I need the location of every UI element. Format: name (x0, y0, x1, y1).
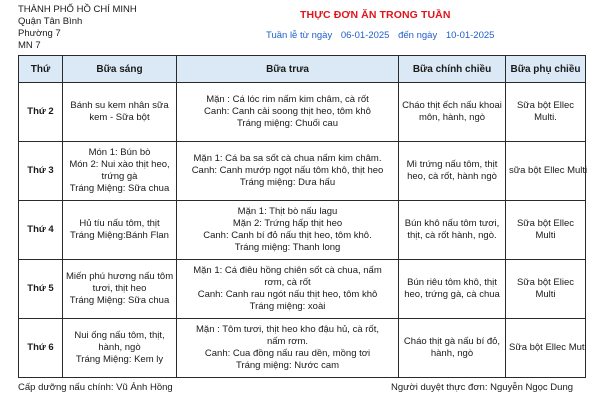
menu-line: Mì trứng nấu tôm, thịt (406, 159, 498, 170)
menu-line: Hủ tíu nấu tôm, thịt (79, 218, 160, 229)
table-row (19, 201, 586, 260)
menu-line: Tráng Miệng: Sữa chua (69, 295, 170, 306)
menu-line: kem - Sữa bột (89, 112, 150, 123)
menu-line: heo, trứng gà, cà chua (404, 289, 500, 300)
lunch-cell (177, 201, 399, 260)
breakfast-cell (63, 319, 177, 378)
menu-line: Tráng miệng: Thanh long (234, 242, 341, 253)
column-header-breakfast: Bữa sáng (63, 56, 177, 83)
header-ward: Phường 7 (18, 28, 61, 39)
menu-line: Bánh su kem nhân sữa (70, 100, 169, 111)
menu-line: Mặn : Tôm tươi, thịt heo kho đậu hủ, cà rốt, (196, 324, 379, 335)
column-header-afternoon-snack: Bữa phụ chiều (506, 56, 586, 83)
menu-line: Canh: Canh rau ngót nấu thịt heo, tôm khô (197, 289, 378, 300)
lunch-cell (177, 142, 399, 201)
day-cell: Thứ 3 (19, 142, 63, 201)
menu-line: Cháo thịt ếch nấu khoai (402, 100, 502, 111)
menu-line: nấm rơm. (266, 336, 309, 347)
table-row (19, 319, 586, 378)
menu-line: Tráng miệng: Dưa hấu (239, 177, 336, 188)
menu-line: Sữa bột Ellec (516, 218, 575, 229)
menu-line: Tráng Miệng: Kem ly (75, 354, 164, 365)
menu-line: Tráng miệng: Nước cam (235, 360, 340, 371)
table-row (19, 83, 586, 142)
approver-signature: Người duyệt thực đơn: Nguyễn Ngọc Dung (391, 382, 574, 393)
header-district: Quận Tân Bình (18, 16, 83, 27)
weekly-menu-table (18, 55, 586, 378)
breakfast-cell (63, 260, 177, 319)
menu-line: Nui ống nấu tôm, thịt, (74, 330, 165, 341)
menu-line: Mặn : Cá lóc rim nấm kim châm, cà rốt (206, 94, 369, 105)
date-prefix: Tuần lễ từ ngày (266, 30, 333, 41)
menu-line: rơm, cà rốt (264, 277, 311, 288)
week-date-range (266, 30, 500, 41)
menu-line: Miến phú hương nấu tôm (66, 271, 174, 282)
menu-line: Canh: Canh cải soong thịt heo, tôm khô (204, 106, 371, 117)
menu-line: Tráng Miệng: Sữa chua (69, 183, 170, 194)
menu-line: Bún riêu tôm khô, thịt (407, 277, 497, 288)
afternoon-meal-cell (399, 201, 506, 260)
header-city: THÀNH PHỐ HỒ CHÍ MINH (18, 4, 137, 15)
menu-line: Món 1: Bún bò (88, 147, 151, 158)
menu-line: Multi (535, 289, 556, 300)
menu-line: trứng gà (101, 171, 138, 182)
day-cell: Thứ 5 (19, 260, 63, 319)
menu-line: Mặn 1: Cá điêu hồng chiên sốt cà chua, nấm (193, 265, 382, 276)
menu-line: thịt, cà rốt hành, ngò. (407, 230, 497, 241)
school-header (18, 4, 137, 52)
breakfast-cell (63, 83, 177, 142)
afternoon-snack-cell (506, 201, 586, 260)
menu-line: Canh: Canh bí đỏ nấu thịt heo, tôm khô. (203, 230, 372, 241)
menu-line: Cháo thịt gà nấu bí đỏ, (403, 336, 501, 347)
menu-line: hành, ngò (98, 342, 141, 353)
menu-line: Multi (535, 230, 556, 241)
breakfast-cell (63, 201, 177, 260)
column-header-lunch: Bữa trưa (177, 56, 399, 83)
menu-line: Bún khô nấu tôm tươi, (404, 218, 500, 229)
lunch-cell (177, 319, 399, 378)
header-school: MN 7 (18, 40, 41, 51)
menu-line: Sữa bột Ellec (516, 100, 575, 111)
lunch-cell (177, 260, 399, 319)
afternoon-snack-cell (506, 260, 586, 319)
column-header-day: Thứ (19, 56, 63, 83)
menu-line: Canh: Cua đồng nấu rau dền, mồng tơi (204, 348, 371, 359)
menu-line: Mặn 1: Thịt bò nấu lagu (237, 206, 338, 217)
date-to: 10-01-2025 (445, 30, 495, 41)
afternoon-meal-cell (399, 319, 506, 378)
menu-line: Tráng miệng: Chuối cau (236, 118, 339, 129)
table-header-row (19, 56, 586, 83)
menu-line: Sữa bột Ellec Muti (509, 342, 587, 353)
column-header-afternoon-meal: Bữa chính chiều (399, 56, 506, 83)
menu-line: Canh: Canh mướp ngọt nấu tôm khô, thịt heo (191, 165, 384, 176)
date-mid: đến ngày (398, 30, 438, 41)
date-from: 06-01-2025 (340, 30, 390, 41)
afternoon-meal-cell (399, 142, 506, 201)
lunch-cell (177, 83, 399, 142)
day-cell: Thứ 4 (19, 201, 63, 260)
breakfast-cell (63, 142, 177, 201)
menu-line: sữa bột Ellec Multi (509, 165, 588, 176)
day-cell: Thứ 6 (19, 319, 63, 378)
menu-line: môn, hành, ngò (418, 112, 486, 123)
menu-line: tươi, thịt heo (92, 283, 147, 294)
afternoon-meal-cell (399, 260, 506, 319)
page-title: THỰC ĐƠN ĂN TRONG TUẦN (300, 9, 451, 21)
menu-line: Món 2: Nui xào thịt heo, (69, 159, 170, 170)
afternoon-meal-cell (399, 83, 506, 142)
menu-line: Mặn 2: Trứng hấp thịt heo (232, 218, 343, 229)
cook-signature: Cấp dưỡng nấu chính: Vũ Ánh Hồng (18, 382, 173, 393)
menu-line: heo, cà rốt, hành ngò (407, 171, 497, 182)
menu-line: Multi. (534, 112, 557, 123)
table-body (19, 83, 586, 378)
afternoon-snack-cell (506, 319, 586, 378)
menu-line: Sữa bột Eliec (516, 277, 575, 288)
afternoon-snack-cell (506, 83, 586, 142)
menu-line: hành, ngò (430, 348, 474, 359)
menu-line: Mặn 1: Cá ba sa sốt cà chua nấm kim châm. (193, 153, 382, 164)
menu-line: Tráng miệng: xoài (249, 301, 326, 312)
day-cell: Thứ 2 (19, 83, 63, 142)
afternoon-snack-cell (506, 142, 586, 201)
menu-line: Tráng Miệng:Bánh Flan (70, 230, 169, 241)
table-row (19, 142, 586, 201)
table-row (19, 260, 586, 319)
